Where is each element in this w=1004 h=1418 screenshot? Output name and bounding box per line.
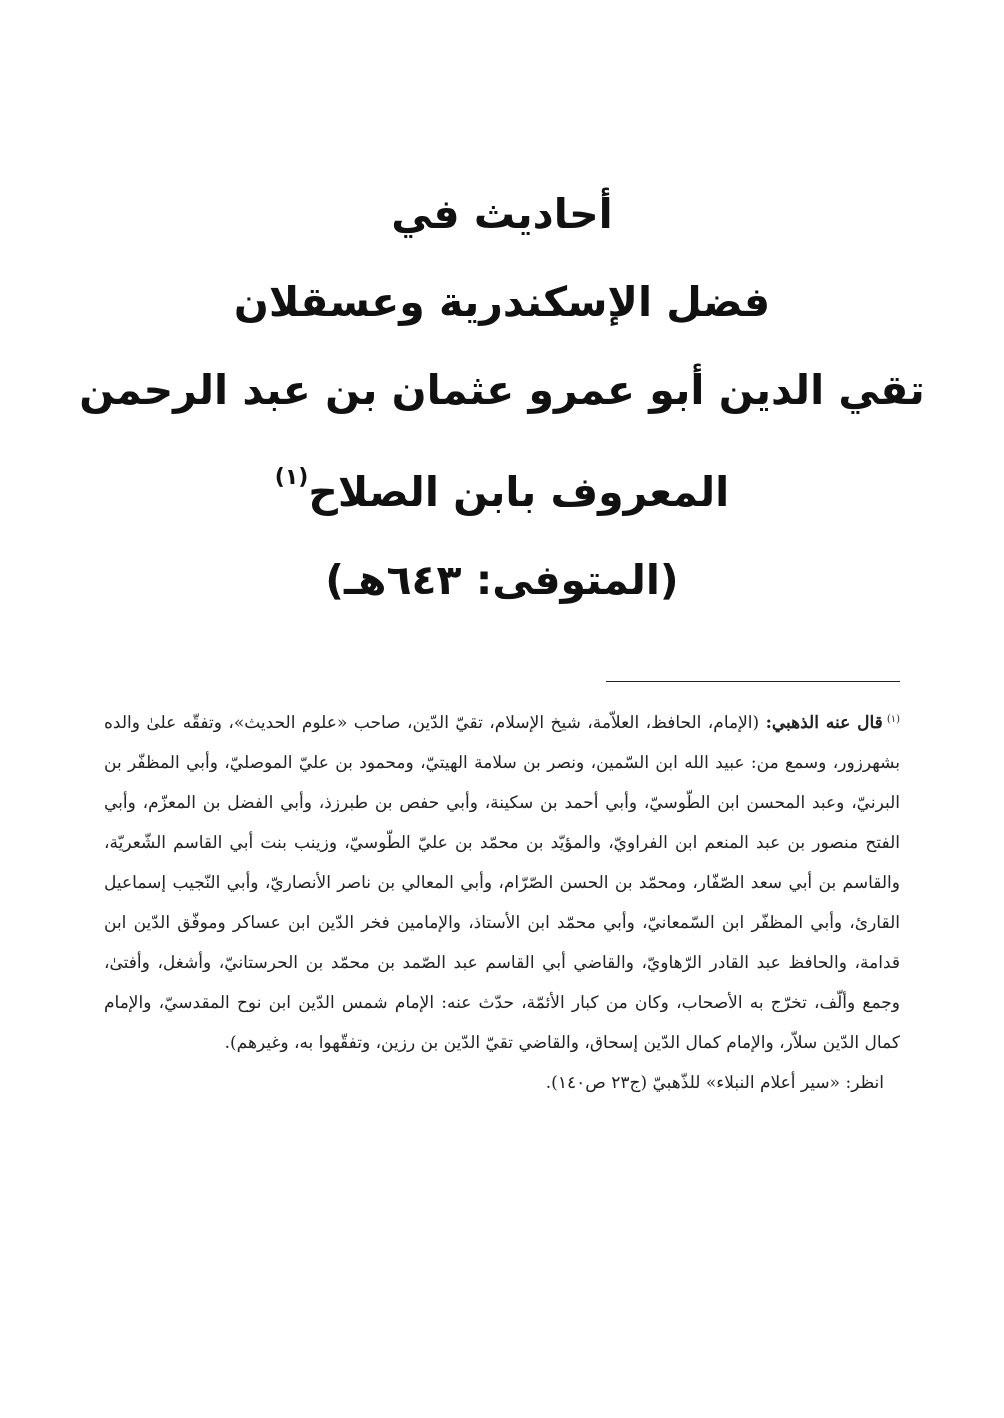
footnote-lead: قال عنه الذهبي: [765,713,883,733]
title-line-5: (المتوفى: ٦٤٣هـ) [325,556,679,604]
footnote-reference-mark[interactable]: (١) [274,465,309,490]
footnote-text: (الإمام، الحافظ، العلاّمة، شيخ الإسلام، تقيّ الدّين، صاحب «علوم الحديث»، وتفقّه علىٰ والده بشهرزور، وسمع من: عبيد الله ابن السّمين، ونصر بن سلامة الهيتيّ، ومحمود بن عليّ الموصليّ، وأبي المظفّر بن البرنيّ، وعبد المحسن ابن الطّوسيّ، وأبي أحمد بن سكينة، وأبي حفص بن طبرزذ، وأبي الفضل بن المعزّم، وأبي الفتح منصور بن عبد المنعم ابن الفراويّ، والمؤيّد بن محمّد بن عليّ الطّوسيّ، وزينب بنت أبي القاسم الشّعريّة، والقاسم بن أبي سعد الصّفّار، ومحمّد بن الحسن الصّرّام، وأبي المعالي بن ناصر الأنصاريّ، وأبي النّجيب إسماعيل القارئ، وأبي المظفّر ابن السّمعانيّ، وأبي محمّد ابن الأستاذ، والإمامين فخر الدّين ابن عساكر وموفّق الدّين ابن قدامة، والحافظ عبد القادر الرّهاويّ، والقاضي أبي القاسم عبد الصّمد بن محمّد بن الحرستانيّ، وأشغل، وأفتىٰ، وجمع وألّف، تخرّج به الأصحاب، وكان من كبار الأئمّة، حدّث عنه: الإمام شمس الدّين ابن نوح المقدسيّ، والإمام كمال الدّين سلاّر، والإمام كمال الدّين إسحاق، والقاضي تقيّ الدّين بن رزين، وتفقّهوا به، وغيرهم). [104,713,900,1053]
title-line-3: تقي الدين أبو عمرو عثمان بن عبد الرحمن [79,366,925,414]
title-block [60,170,944,624]
title-line-4 [60,434,944,536]
footnote-reference: انظر: «سير أعلام النبلاء» للذّهبيّ (ج٢٣ ص١٤٠). [545,1073,884,1093]
footnote-body [104,700,900,1063]
footnote-marker: (١) [886,714,900,725]
title-line-1: أحاديث في [391,190,613,238]
footnote-separator [606,681,900,682]
title-line-4-text: المعروف بابن الصلاح [308,468,730,516]
footnote-section [104,700,900,1103]
title-line-2: فضل الإسكندرية وعسقلان [233,278,771,326]
